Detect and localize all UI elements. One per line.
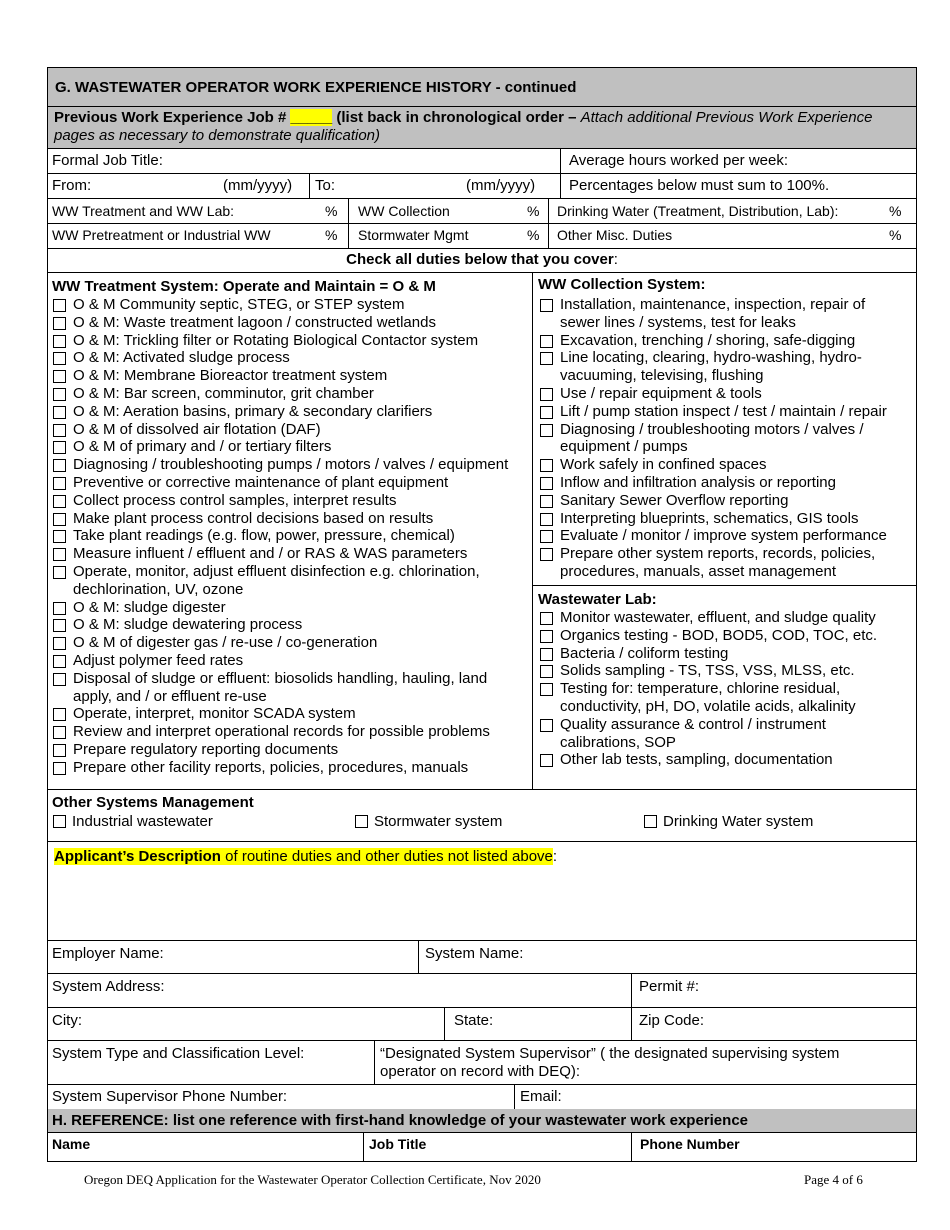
system-name-field[interactable]: System Name: bbox=[425, 945, 524, 962]
ww-lab-duty-item-label: conductivity, pH, DO, volatile acids, alkalinity bbox=[560, 697, 856, 715]
footer-page-number: Page 4 of 6 bbox=[804, 1172, 863, 1187]
designated-supervisor-field[interactable] bbox=[380, 1045, 839, 1081]
ww-collection-duty-checkbox[interactable] bbox=[540, 352, 553, 365]
ww-treatment-duty-item-label: Collect process control samples, interpret results bbox=[73, 491, 397, 509]
ww-treatment-duty-checkbox[interactable] bbox=[53, 370, 66, 383]
system-address-field[interactable]: System Address: bbox=[52, 978, 165, 995]
ww-lab-duty-item-label: Quality assurance & control / instrument bbox=[560, 715, 826, 733]
city-field[interactable]: City: bbox=[52, 1012, 82, 1029]
ww-collection-duty-item[interactable] bbox=[538, 474, 914, 492]
ww-collection-duty-item-label: Excavation, trenching / shoring, safe-digging bbox=[560, 331, 856, 349]
ww-collection-duty-item-label: procedures, manuals, asset management bbox=[560, 562, 836, 580]
ww-treatment-duty-checkbox[interactable] bbox=[53, 566, 66, 579]
ww-collection-duty-checkbox[interactable] bbox=[540, 495, 553, 508]
ww-treatment-duty-item-label: Make plant process control decisions based on results bbox=[73, 509, 434, 527]
drinking-water-system-checkbox[interactable] bbox=[644, 815, 657, 828]
ww-lab-duty-item-label: Bacteria / coliform testing bbox=[560, 644, 729, 662]
ww-treatment-duty-checkbox[interactable] bbox=[53, 513, 66, 526]
ww-collection-duty-item[interactable] bbox=[538, 332, 914, 350]
ww-lab-duty-item-label: Testing for: temperature, chlorine residual, bbox=[560, 680, 841, 698]
ww-treatment-duty-item-label: O & M: sludge digester bbox=[73, 598, 226, 616]
pct-other-misc[interactable]: Other Misc. Duties bbox=[557, 227, 673, 243]
ww-treatment-duty-item-label: dechlorination, UV, ozone bbox=[73, 580, 244, 598]
ww-collection-duty-item-label: Interpreting blueprints, schematics, GIS tools bbox=[560, 509, 859, 527]
reference-name-column[interactable]: Name bbox=[52, 1136, 91, 1152]
ww-treatment-duty-item-label: Adjust polymer feed rates bbox=[73, 651, 244, 669]
ww-collection-duty-item[interactable] bbox=[538, 296, 914, 332]
ww-collection-duty-item[interactable] bbox=[538, 421, 914, 457]
ww-treatment-duty-item-label: Review and interpret operational records for possible problems bbox=[73, 723, 490, 741]
ww-collection-duty-item[interactable] bbox=[538, 492, 914, 510]
ww-treatment-duty-item[interactable] bbox=[51, 510, 531, 528]
ww-treatment-duty-checkbox[interactable] bbox=[53, 673, 66, 686]
prev-job-label: Previous Work Experience Job # bbox=[54, 109, 291, 126]
ww-collection-duty-item-label: vacuuming, televising, flushing bbox=[560, 367, 764, 385]
ww-collection-duty-checkbox[interactable] bbox=[540, 530, 553, 543]
dss-line-2: operator on record with DEQ): bbox=[380, 1063, 581, 1080]
ww-treatment-duty-checkbox[interactable] bbox=[53, 441, 66, 454]
ww-collection-duty-item[interactable] bbox=[538, 349, 914, 385]
ww-lab-duty-item-label: Organics testing - BOD, BOD5, COD, TOC, etc. bbox=[560, 626, 878, 644]
ww-treatment-duty-item[interactable] bbox=[51, 741, 531, 759]
ww-collection-duty-checkbox[interactable] bbox=[540, 335, 553, 348]
ww-collection-duty-checkbox[interactable] bbox=[540, 299, 553, 312]
ww-treatment-duty-checkbox[interactable] bbox=[53, 744, 66, 757]
ww-treatment-duty-checkbox[interactable] bbox=[53, 388, 66, 401]
ww-treatment-duty-item[interactable] bbox=[51, 438, 531, 456]
ww-lab-duty-item[interactable] bbox=[538, 680, 914, 716]
ww-treatment-duty-item[interactable] bbox=[51, 563, 531, 599]
ww-treatment-duty-item-label: O & M of primary and / or tertiary filters bbox=[73, 438, 332, 456]
ww-lab-duty-item-label: Other lab tests, sampling, documentation bbox=[560, 751, 833, 769]
ww-collection-duty-item[interactable] bbox=[538, 510, 914, 528]
ww-treatment-duty-checkbox[interactable] bbox=[53, 530, 66, 543]
ww-treatment-duty-item-label: O & M: Waste treatment lagoon / constructed wetlands bbox=[73, 313, 436, 331]
ww-treatment-duty-item-label: O & M: Aeration basins, primary & secondary clarifiers bbox=[73, 402, 433, 420]
ww-treatment-duty-item[interactable] bbox=[51, 705, 531, 723]
reference-job-title-column[interactable]: Job Title bbox=[369, 1136, 427, 1152]
ww-treatment-duty-item[interactable] bbox=[51, 332, 531, 350]
ww-treatment-duty-checkbox[interactable] bbox=[53, 352, 66, 365]
ww-treatment-duty-item-label: O & M: sludge dewatering process bbox=[73, 616, 303, 634]
ww-treatment-duty-checkbox[interactable] bbox=[53, 548, 66, 561]
ww-treatment-duty-item[interactable] bbox=[51, 367, 531, 385]
dss-line-1: “Designated System Supervisor” ( the designated supervising system bbox=[380, 1045, 840, 1062]
from-format: (mm/yyyy) bbox=[223, 177, 293, 194]
ww-treatment-duty-checkbox[interactable] bbox=[53, 637, 66, 650]
ww-lab-duty-checkbox[interactable] bbox=[540, 665, 553, 678]
prev-job-note: Attach additional Previous Work Experience pages as necessary to demonstrate qualification) bbox=[54, 109, 873, 144]
ww-lab-duty-item[interactable] bbox=[538, 716, 914, 752]
ww-collection-duty-item-label: Line locating, clearing, hydro-washing, hydro- bbox=[560, 349, 862, 367]
ww-treatment-duty-checkbox[interactable] bbox=[53, 726, 66, 739]
ww-collection-duty-checkbox[interactable] bbox=[540, 424, 553, 437]
ww-treatment-duty-item-label: Measure influent / effluent and / or RAS & WAS parameters bbox=[73, 545, 468, 563]
section-h-title: H. REFERENCE: list one reference with first-hand knowledge of your wastewater work experience bbox=[52, 1112, 748, 1129]
ww-treatment-duty-item[interactable] bbox=[51, 634, 531, 652]
from-label[interactable]: From: bbox=[52, 177, 92, 194]
ww-treatment-duty-item-label: O & M Community septic, STEG, or STEP system bbox=[73, 296, 405, 313]
ww-treatment-duty-checkbox[interactable] bbox=[53, 335, 66, 348]
pct-unit: % bbox=[325, 227, 338, 243]
ww-collection-duty-checkbox[interactable] bbox=[540, 477, 553, 490]
ww-treatment-duty-item-label: Prepare other facility reports, policies, procedures, manuals bbox=[73, 758, 469, 776]
permit-number-field[interactable]: Permit #: bbox=[639, 978, 700, 995]
other-industrial-item[interactable]: Industrial wastewater bbox=[53, 813, 213, 830]
ww-treatment-duty-item[interactable] bbox=[51, 599, 531, 617]
prev-job-order: (list back in chronological order – bbox=[332, 109, 581, 126]
ww-treatment-duty-item[interactable] bbox=[51, 314, 531, 332]
ww-treatment-duty-item-label: Diagnosing / troubleshooting pumps / motors / valves / equipment bbox=[73, 456, 509, 474]
ww-treatment-duty-item-label: O & M: Bar screen, comminutor, grit chamber bbox=[73, 384, 374, 402]
ww-treatment-duty-item[interactable] bbox=[51, 723, 531, 741]
ww-lab-duty-checkbox[interactable] bbox=[540, 683, 553, 696]
ww-collection-duty-checkbox[interactable] bbox=[540, 513, 553, 526]
ww-collection-duty-checkbox[interactable] bbox=[540, 548, 553, 561]
ww-collection-duty-item-label: Diagnosing / troubleshooting motors / valves / bbox=[560, 420, 864, 438]
ww-collection-duty-item-label: Prepare other system reports, records, policies, bbox=[560, 545, 876, 563]
applicant-description-label[interactable]: Applicant’s Description of routine duties and other duties not listed above: bbox=[54, 848, 558, 865]
ww-treatment-list bbox=[51, 296, 531, 777]
footer-left: Oregon DEQ Application for the Wastewater Operator Collection Certificate, Nov 2020 bbox=[84, 1172, 541, 1187]
to-format: (mm/yyyy) bbox=[466, 177, 536, 194]
ww-collection-duty-item[interactable] bbox=[538, 527, 914, 545]
other-drinking-water-item[interactable]: Drinking Water system bbox=[644, 813, 813, 830]
ww-treatment-duty-checkbox[interactable] bbox=[53, 317, 66, 330]
pct-unit: % bbox=[527, 203, 540, 219]
ww-collection-duty-item[interactable] bbox=[538, 403, 914, 421]
ww-collection-duty-item-label: Use / repair equipment & tools bbox=[560, 384, 762, 402]
stormwater-system-checkbox[interactable] bbox=[355, 815, 368, 828]
ww-treatment-duty-item[interactable] bbox=[51, 492, 531, 510]
ww-collection-duty-item[interactable] bbox=[538, 545, 914, 581]
ww-collection-duty-item-label: Inflow and infiltration analysis or reporting bbox=[560, 473, 836, 491]
ww-treatment-duty-item-label: O & M of digester gas / re-use / co-generation bbox=[73, 634, 378, 652]
ww-treatment-duty-item[interactable] bbox=[51, 652, 531, 670]
job-number-field[interactable]: _____ bbox=[290, 109, 333, 126]
ww-lab-duty-checkbox[interactable] bbox=[540, 754, 553, 767]
ww-lab-duty-item-label: Monitor wastewater, effluent, and sludge quality bbox=[560, 609, 876, 626]
ww-treatment-duty-item[interactable] bbox=[51, 456, 531, 474]
ww-lab-duty-item-label: calibrations, SOP bbox=[560, 733, 676, 751]
ww-treatment-duty-item-label: Prepare regulatory reporting documents bbox=[73, 740, 339, 758]
ww-treatment-duty-checkbox[interactable] bbox=[53, 477, 66, 490]
ww-treatment-duty-item-label: Operate, interpret, monitor SCADA system bbox=[73, 705, 356, 723]
pct-ww-collection[interactable]: WW Collection bbox=[358, 203, 450, 219]
ww-treatment-duty-item-label: Take plant readings (e.g. flow, power, pressure, chemical) bbox=[73, 527, 455, 545]
ww-treatment-duty-checkbox[interactable] bbox=[53, 495, 66, 508]
ww-treatment-duty-item-label: O & M: Trickling filter or Rotating Biological Contactor system bbox=[73, 331, 479, 349]
ww-lab-duty-item-label: Solids sampling - TS, TSS, VSS, MLSS, etc. bbox=[560, 662, 855, 680]
ww-treatment-duty-item[interactable] bbox=[51, 545, 531, 563]
pct-unit: % bbox=[325, 203, 338, 219]
ww-treatment-duty-checkbox[interactable] bbox=[53, 299, 66, 312]
ww-collection-duty-item-label: sewer lines / systems, test for leaks bbox=[560, 313, 796, 331]
ww-collection-duty-item-label: equipment / pumps bbox=[560, 438, 688, 456]
ww-treatment-duty-checkbox[interactable] bbox=[53, 424, 66, 437]
system-type-field[interactable]: System Type and Classification Level: bbox=[52, 1045, 305, 1062]
to-label[interactable]: To: bbox=[315, 177, 336, 194]
ww-treatment-duty-checkbox[interactable] bbox=[53, 406, 66, 419]
ww-treatment-duty-checkbox[interactable] bbox=[53, 602, 66, 615]
ww-treatment-title: WW Treatment System: Operate and Maintain = O & M bbox=[52, 278, 436, 295]
supervisor-phone-field[interactable]: System Supervisor Phone Number: bbox=[52, 1088, 288, 1105]
other-stormwater-item[interactable]: Stormwater system bbox=[355, 813, 502, 830]
ww-treatment-duty-item[interactable] bbox=[51, 527, 531, 545]
pct-unit: % bbox=[889, 203, 902, 219]
section-g-title: G. WASTEWATER OPERATOR WORK EXPERIENCE HISTORY - continued bbox=[55, 79, 577, 96]
ww-treatment-duty-item[interactable] bbox=[51, 296, 531, 314]
ww-collection-duty-item[interactable] bbox=[538, 456, 914, 474]
other-systems-title: Other Systems Management bbox=[52, 794, 254, 811]
ww-lab-list bbox=[538, 609, 914, 769]
ww-treatment-duty-checkbox[interactable] bbox=[53, 708, 66, 721]
ww-lab-duty-item[interactable] bbox=[538, 662, 914, 680]
ww-lab-duty-checkbox[interactable] bbox=[540, 612, 553, 625]
ww-treatment-duty-item[interactable] bbox=[51, 670, 531, 706]
ww-treatment-duty-item-label: O & M: Activated sludge process bbox=[73, 349, 290, 367]
ww-collection-duty-checkbox[interactable] bbox=[540, 459, 553, 472]
avg-hours-field[interactable]: Average hours worked per week: bbox=[569, 152, 789, 169]
ww-lab-duty-checkbox[interactable] bbox=[540, 648, 553, 661]
pct-drinking-water[interactable]: Drinking Water (Treatment, Distribution, Lab): bbox=[557, 203, 839, 219]
pct-stormwater[interactable]: Stormwater Mgmt bbox=[358, 227, 469, 243]
pct-unit: % bbox=[527, 227, 540, 243]
pct-pretreatment[interactable]: WW Pretreatment or Industrial WW bbox=[52, 227, 271, 243]
ww-treatment-duty-item[interactable] bbox=[51, 349, 531, 367]
ww-collection-duty-item-label: Lift / pump station inspect / test / maintain / repair bbox=[560, 402, 887, 420]
ww-collection-duty-item[interactable] bbox=[538, 385, 914, 403]
ww-treatment-duty-item-label: Disposal of sludge or effluent: biosolids handling, hauling, land bbox=[73, 669, 488, 687]
pct-ww-treatment-lab[interactable]: WW Treatment and WW Lab: bbox=[52, 203, 235, 219]
ww-treatment-duty-checkbox[interactable] bbox=[53, 655, 66, 668]
ww-treatment-duty-checkbox[interactable] bbox=[53, 619, 66, 632]
ww-lab-duty-checkbox[interactable] bbox=[540, 719, 553, 732]
ww-treatment-duty-item-label: O & M: Membrane Bioreactor treatment system bbox=[73, 367, 388, 385]
ww-collection-duty-item-label: Installation, maintenance, inspection, repair of bbox=[560, 296, 866, 313]
check-all-heading: Check all duties below that you cover: bbox=[346, 251, 618, 268]
work-experience-form bbox=[47, 67, 917, 1162]
reference-phone-column[interactable]: Phone Number bbox=[640, 1136, 740, 1152]
percent-note: Percentages below must sum to 100%. bbox=[569, 177, 830, 194]
formal-job-title-field[interactable]: Formal Job Title: bbox=[52, 152, 163, 169]
ww-treatment-duty-item[interactable] bbox=[51, 385, 531, 403]
ww-collection-duty-item-label: Work safely in confined spaces bbox=[560, 456, 767, 474]
employer-name-field[interactable]: Employer Name: bbox=[52, 945, 164, 962]
ww-treatment-duty-item-label: O & M of dissolved air flotation (DAF) bbox=[73, 420, 321, 438]
ww-lab-duty-item[interactable] bbox=[538, 609, 914, 627]
pct-unit: % bbox=[889, 227, 902, 243]
ww-collection-list bbox=[538, 296, 914, 581]
ww-lab-title: Wastewater Lab: bbox=[538, 591, 657, 608]
ww-collection-duty-checkbox[interactable] bbox=[540, 406, 553, 419]
ww-treatment-duty-item-label: Preventive or corrective maintenance of plant equipment bbox=[73, 473, 449, 491]
ww-lab-duty-item[interactable] bbox=[538, 645, 914, 663]
ww-collection-duty-item-label: Sanitary Sewer Overflow reporting bbox=[560, 491, 789, 509]
ww-treatment-duty-item[interactable] bbox=[51, 403, 531, 421]
industrial-wastewater-checkbox[interactable] bbox=[53, 815, 66, 828]
ww-collection-title: WW Collection System: bbox=[538, 276, 706, 293]
ww-treatment-duty-item[interactable] bbox=[51, 474, 531, 492]
ww-treatment-duty-item[interactable] bbox=[51, 616, 531, 634]
ww-lab-duty-item[interactable] bbox=[538, 751, 914, 769]
ww-lab-duty-item[interactable] bbox=[538, 627, 914, 645]
ww-treatment-duty-item-label: apply, and / or effluent re-use bbox=[73, 687, 267, 705]
email-field[interactable]: Email: bbox=[520, 1088, 562, 1105]
ww-treatment-duty-checkbox[interactable] bbox=[53, 459, 66, 472]
ww-treatment-duty-item-label: Operate, monitor, adjust effluent disinfection e.g. chlorination, bbox=[73, 562, 480, 580]
prev-job-text bbox=[54, 109, 914, 145]
ww-lab-duty-checkbox[interactable] bbox=[540, 630, 553, 643]
zip-code-field[interactable]: Zip Code: bbox=[639, 1012, 705, 1029]
ww-treatment-duty-item[interactable] bbox=[51, 421, 531, 439]
ww-collection-duty-checkbox[interactable] bbox=[540, 388, 553, 401]
ww-treatment-duty-item[interactable] bbox=[51, 759, 531, 777]
ww-treatment-duty-checkbox[interactable] bbox=[53, 762, 66, 775]
state-field[interactable]: State: bbox=[454, 1012, 494, 1029]
ww-collection-duty-item-label: Evaluate / monitor / improve system performance bbox=[560, 527, 887, 545]
